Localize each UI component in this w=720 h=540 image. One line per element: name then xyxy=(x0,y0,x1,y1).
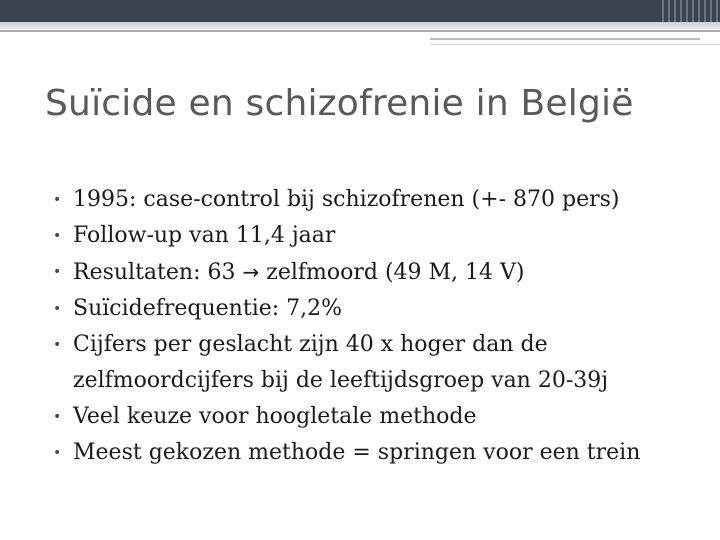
bullet-text: Meest gekozen methode = springen voor een trein xyxy=(73,440,641,465)
bullet-text xyxy=(73,254,703,291)
bullet-item xyxy=(53,291,703,327)
bullet-item xyxy=(53,254,703,291)
bullet-text: Follow-up van 11,4 jaar xyxy=(73,223,336,248)
bullet-icon: • xyxy=(53,409,62,425)
bullet-text: Suïcidefrequentie: 7,2% xyxy=(73,296,343,321)
slide-title: Suïcide en schizofrenie in België xyxy=(45,83,634,124)
arrow-right-icon: → xyxy=(242,260,260,284)
header-bar xyxy=(0,0,720,22)
bullet-icon: • xyxy=(53,301,62,317)
bullet-icon: • xyxy=(53,264,62,280)
bullet-item xyxy=(53,327,703,399)
bullet-item xyxy=(53,399,703,435)
header-stripes xyxy=(662,0,720,22)
bullet-text: Cijfers per geslacht zijn 40 x hoger dan de zelfmoordcijfers bij de leeftijdsgroep van 20-39j xyxy=(73,332,609,393)
bullet-list xyxy=(53,182,703,471)
bullet-icon: • xyxy=(53,228,62,244)
bullet-text-before: Resultaten: 63 xyxy=(73,260,243,285)
bullet-text: 1995: case-control bij schizofrenen (+- 870 pers) xyxy=(73,187,620,212)
accent-line xyxy=(430,38,700,40)
bullet-icon: • xyxy=(53,192,62,208)
bullet-item xyxy=(53,435,703,471)
bullet-item xyxy=(53,218,703,254)
accent-line xyxy=(0,30,720,32)
accent-line xyxy=(430,44,720,45)
bullet-text-after: zelfmoord (49 M, 14 V) xyxy=(259,260,525,285)
bullet-text: Veel keuze voor hoogletale methode xyxy=(73,404,477,429)
bullet-item xyxy=(53,182,703,218)
bullet-icon: • xyxy=(53,445,62,461)
bullet-icon: • xyxy=(53,337,62,353)
